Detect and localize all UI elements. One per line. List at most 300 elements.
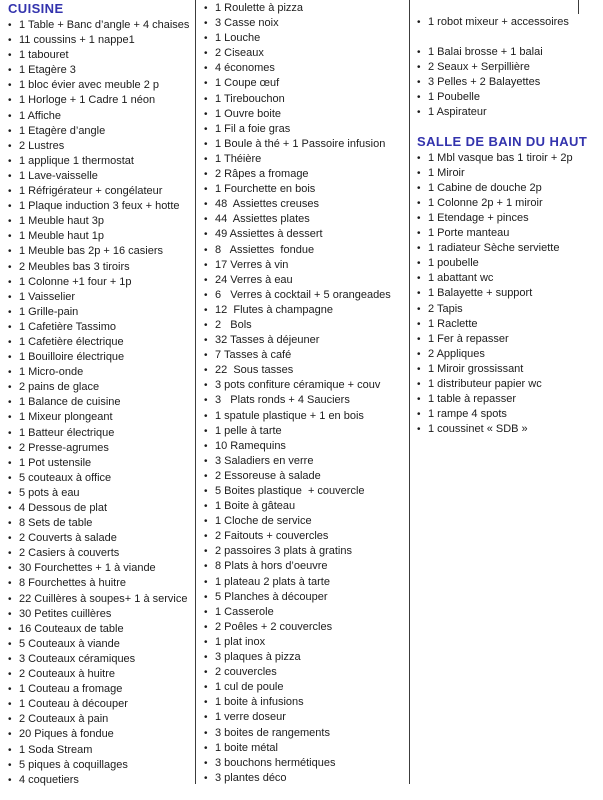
list-item-label: 1 Horloge + 1 Cadre 1 néon (19, 94, 156, 107)
bullet-icon: • (417, 409, 421, 421)
list-item (8, 290, 194, 305)
bullet-icon: • (8, 95, 12, 107)
list-item (204, 529, 406, 544)
bullet-icon: • (204, 636, 208, 648)
list-item-label: 2 Tapis (428, 302, 463, 315)
list-item (8, 109, 194, 124)
list-item-label: 6 Verres à cocktail + 5 orangeades (215, 288, 391, 301)
inventory-column-2 (204, 1, 406, 786)
list-item (204, 575, 406, 590)
list-item-label: 1 Colonne +1 four + 1p (19, 275, 132, 288)
bullet-icon: • (204, 470, 208, 482)
list-item-label: 3 boites de rangements (215, 726, 330, 739)
list-item (8, 260, 194, 275)
list-item-label: 1 Batteur électrique (19, 426, 115, 439)
list-item (417, 271, 599, 286)
bullet-icon: • (204, 244, 208, 256)
list-item-label: 1 Balai brosse + 1 balai (428, 46, 543, 59)
list-item (8, 229, 194, 244)
list-item-label: 1 Pot ustensile (19, 456, 92, 469)
bullet-icon: • (8, 125, 12, 137)
list-item-label: 1 Tirebouchon (215, 92, 285, 105)
list-item-label: 1 Meuble haut 3p (19, 215, 105, 228)
bullet-icon: • (204, 531, 208, 543)
bullet-icon: • (8, 638, 12, 650)
list-item (204, 348, 406, 363)
bullet-icon: • (8, 548, 12, 560)
list-item (8, 48, 194, 63)
list-item-label: 22 Cuillères à soupes+ 1 à service (19, 592, 188, 605)
bullet-icon: • (417, 17, 421, 28)
bullet-icon: • (8, 759, 12, 771)
bullet-icon: • (8, 774, 12, 786)
list-item (8, 712, 194, 727)
bullet-icon: • (8, 246, 12, 258)
bullet-icon: • (417, 197, 421, 209)
list-item-label: 1 radiateur Sèche serviette (428, 242, 560, 255)
list-item (204, 258, 406, 273)
bullet-icon: • (8, 201, 12, 213)
list-item (417, 151, 599, 166)
list-item-label: 11 coussins + 1 nappe1 (19, 34, 135, 47)
bullet-icon: • (417, 333, 421, 345)
list-item-label: 16 Couteaux de table (19, 622, 124, 635)
list-item (417, 105, 599, 120)
list-item (417, 45, 599, 60)
bullet-icon: • (8, 65, 12, 77)
bullet-icon: • (204, 214, 208, 226)
bullet-icon: • (8, 155, 12, 167)
list-item (8, 652, 194, 667)
list-item-label: 20 Piques à fondue (19, 728, 114, 741)
bullet-icon: • (204, 289, 208, 301)
list-item-label: 44 Assiettes plates (215, 213, 310, 226)
list-item (8, 516, 194, 531)
list-item-label: 4 économes (215, 62, 275, 75)
list-item (8, 184, 194, 199)
list-item (204, 409, 406, 424)
list-item (204, 16, 406, 31)
bullet-icon: • (417, 152, 421, 164)
list-item-label: 1 Fer à repasser (428, 332, 509, 345)
list-item-label: 2 Râpes a fromage (215, 168, 309, 181)
list-item-label: 2 Couteaux à pain (19, 713, 109, 726)
list-item-label: 7 Tasses à café (215, 349, 292, 362)
list-item-label: 1 poubelle (428, 257, 479, 270)
list-item-label: 1 Etagère d’angle (19, 124, 106, 137)
bullet-icon: • (8, 563, 12, 575)
list-item-label: 1 Cloche de service (215, 515, 312, 528)
bullet-icon: • (8, 744, 12, 756)
list-item (204, 378, 406, 393)
bullet-icon: • (417, 424, 421, 436)
list-item (8, 139, 194, 154)
bullet-icon: • (204, 591, 208, 603)
list-item (204, 107, 406, 122)
bullet-icon: • (204, 682, 208, 694)
bullet-icon: • (8, 578, 12, 590)
bullet-icon: • (204, 18, 208, 30)
list-item (204, 695, 406, 710)
list-item-label: 1 Etagère 3 (19, 64, 76, 77)
list-item-label: 2 Couverts à salade (19, 532, 117, 545)
list-item-label: 1 Casserole (215, 605, 274, 618)
list-item (204, 559, 406, 574)
list-item-label: 1 abattant wc (428, 272, 494, 285)
list-item-label: 1 Bouilloire électrique (19, 351, 125, 364)
list-item-label: 3 Plats ronds + 4 Sauciers (215, 394, 350, 407)
list-item-label: 1 Roulette à pizza (215, 2, 304, 14)
bullet-icon: • (8, 669, 12, 681)
list-item (204, 273, 406, 288)
list-item (8, 93, 194, 108)
bullet-icon: • (8, 20, 12, 31)
bullet-icon: • (8, 35, 12, 47)
list-item-label: 3 Saladiers en verre (215, 454, 314, 467)
list-item-label: 2 Essoreuse à salade (215, 469, 321, 482)
list-item-label: 1 Cafetière Tassimo (19, 320, 117, 333)
list-item (204, 454, 406, 469)
bullet-icon: • (204, 93, 208, 105)
bullet-icon: • (417, 348, 421, 360)
list-item-label: 22 Sous tasses (215, 364, 294, 377)
list-item (8, 531, 194, 546)
list-item (8, 471, 194, 486)
bullet-icon: • (8, 306, 12, 318)
list-item-label: 1 plat inox (215, 635, 266, 648)
bullet-icon: • (204, 727, 208, 739)
list-item-label: 1 Réfrigérateur + congélateur (19, 185, 163, 198)
bullet-icon: • (8, 170, 12, 182)
list-item (204, 439, 406, 454)
bullet-icon: • (204, 486, 208, 497)
list-item (204, 650, 406, 665)
list-item (417, 362, 599, 377)
bullet-icon: • (8, 714, 12, 726)
list-item (8, 124, 194, 139)
bullet-icon: • (417, 77, 421, 89)
list-item-label: 1 Fourchette en bois (215, 183, 316, 196)
list-item (417, 422, 599, 437)
bullet-icon: • (8, 533, 12, 545)
list-item (417, 15, 599, 30)
bullet-icon: • (8, 699, 12, 711)
list-item (204, 499, 406, 514)
list-item-label: 1 Raclette (428, 317, 478, 330)
list-item-label: 1 Vaisselier (19, 290, 76, 303)
list-item-label: 1 Cabine de douche 2p (428, 181, 542, 194)
bullet-icon: • (8, 110, 12, 122)
list-item (8, 244, 194, 259)
list-item-label: 1 Boite à gâteau (215, 500, 296, 513)
list-item (417, 317, 599, 332)
list-item (417, 60, 599, 75)
list-item-label: 2 Lustres (19, 139, 65, 152)
list-item (204, 303, 406, 318)
list-item-label: 5 Planches à découper (215, 590, 328, 603)
list-item-label: 2 Casiers à couverts (19, 547, 120, 560)
bullet-icon: • (204, 3, 208, 14)
list-item-label: 5 pots à eau (19, 486, 80, 499)
inventory-column-3 (417, 15, 599, 437)
list-item-label: 4 coquetiers (19, 773, 79, 786)
bullet-icon: • (8, 518, 12, 530)
list-item (417, 226, 599, 241)
bullet-icon: • (8, 261, 12, 273)
bullet-icon: • (204, 169, 208, 181)
list-item-label: 1 Ouvre boite (215, 107, 282, 120)
list-item-label: 3 Pelles + 2 Balayettes (428, 76, 541, 89)
list-item-label: 30 Petites cuillères (19, 607, 112, 620)
list-item (417, 90, 599, 105)
bullet-icon: • (204, 229, 208, 241)
list-item-label: 5 Couteaux à viande (19, 637, 120, 650)
list-item (417, 211, 599, 226)
bullet-icon: • (417, 47, 421, 59)
list-item-label: 1 Meuble haut 1p (19, 230, 105, 243)
bullet-icon: • (204, 350, 208, 362)
bullet-icon: • (204, 742, 208, 754)
list-item-label: 1 cul de poule (215, 681, 284, 694)
list-item-label: 1 Grille-pain (19, 305, 79, 318)
list-item-label: 1 bloc évier avec meuble 2 p (19, 79, 160, 92)
list-item-label: 1 Coupe œuf (215, 77, 280, 90)
bullet-icon: • (417, 243, 421, 255)
list-item-label: 8 Assiettes fondue (215, 243, 315, 256)
bullet-icon: • (8, 397, 12, 409)
bullet-icon: • (417, 394, 421, 406)
bullet-icon: • (204, 667, 208, 679)
list-item-label: 3 bouchons hermétiques (215, 756, 336, 769)
bullet-icon: • (204, 712, 208, 724)
list-item (8, 33, 194, 48)
list-item-label: 1 Cafetière électrique (19, 335, 124, 348)
list-item (204, 197, 406, 212)
list-item (417, 302, 599, 317)
bullet-icon: • (204, 63, 208, 75)
bullet-icon: • (204, 652, 208, 664)
list-item (417, 75, 599, 90)
list-item (204, 756, 406, 771)
list-item-label: 1 Fil a foie gras (215, 122, 291, 135)
bullet-icon: • (8, 729, 12, 741)
bullet-icon: • (417, 288, 421, 300)
list-item (204, 137, 406, 152)
list-item-label: 1 Mbl vasque bas 1 tiroir + 2p (428, 151, 573, 164)
list-item-label: 5 piques à coquillages (19, 758, 128, 771)
bullet-icon: • (204, 123, 208, 135)
list-item-label: 1 Meuble bas 2p + 16 casiers (19, 245, 164, 258)
list-item-label: 1 Mixeur plongeant (19, 411, 113, 424)
bullet-icon: • (204, 184, 208, 196)
bullet-icon: • (8, 291, 12, 303)
bullet-icon: • (204, 516, 208, 528)
list-item-label: 2 Ciseaux (215, 47, 264, 60)
list-item-label: 2 passoires 3 plats à gratins (215, 545, 352, 558)
list-item-label: 2 Faitouts + couvercles (215, 530, 329, 543)
list-item (8, 335, 194, 350)
list-item (8, 410, 194, 425)
bullet-icon: • (8, 382, 12, 394)
bullet-icon: • (8, 276, 12, 288)
list-item (8, 350, 194, 365)
list-item (8, 214, 194, 229)
list-item-label: 1 applique 1 thermostat (19, 154, 134, 167)
list-item (8, 199, 194, 214)
list-item (204, 152, 406, 167)
list-item-label: 1 table à repasser (428, 393, 517, 406)
list-item (8, 576, 194, 591)
bullet-icon: • (204, 576, 208, 588)
list-item (8, 622, 194, 637)
list-item-label: 17 Verres à vin (215, 258, 289, 271)
list-item (417, 166, 599, 181)
bullet-icon: • (204, 274, 208, 286)
column-divider-1 (195, 0, 196, 784)
bullet-icon: • (8, 684, 12, 696)
bullet-icon: • (8, 412, 12, 424)
list-item (417, 181, 599, 196)
bullet-icon: • (8, 503, 12, 514)
list-item-label: 12 Flutes à champagne (215, 303, 334, 316)
list-item (417, 241, 599, 256)
bullet-icon: • (8, 321, 12, 333)
list-item (8, 365, 194, 380)
bullet-icon: • (8, 487, 12, 499)
list-item-label: 1 Miroir grossissant (428, 362, 524, 375)
bullet-icon: • (417, 62, 421, 74)
column-divider-fragment (578, 0, 579, 14)
list-item-label: 1 boite métal (215, 741, 278, 754)
list-item (204, 620, 406, 635)
list-item (8, 456, 194, 471)
bullet-icon: • (8, 231, 12, 243)
list-item-label: 1 boite à infusions (215, 696, 304, 709)
list-item-label: 2 couvercles (215, 666, 277, 679)
list-item (8, 743, 194, 758)
blank-line (417, 30, 599, 45)
list-item (417, 347, 599, 362)
list-item (204, 212, 406, 227)
list-item-label: 8 Fourchettes à huitre (19, 577, 127, 590)
bullet-icon: • (204, 606, 208, 618)
bullet-icon: • (8, 336, 12, 348)
list-item-label: 1 Colonne 2p + 1 miroir (428, 196, 543, 209)
list-item-label: 10 Ramequins (215, 439, 286, 452)
list-item (204, 167, 406, 182)
bullet-icon: • (417, 92, 421, 104)
bullet-icon: • (204, 199, 208, 211)
list-item-label: 1 Etendage + pinces (428, 211, 529, 224)
list-item-label: 3 Couteaux céramiques (19, 652, 136, 665)
list-item-label: 24 Verres à eau (215, 273, 293, 286)
list-item-label: 8 Plats à hors d’oeuvre (215, 560, 328, 573)
list-item-label: 30 Fourchettes + 1 à viande (19, 562, 156, 575)
list-item-label: 1 Micro-onde (19, 366, 84, 379)
list-item (8, 697, 194, 712)
list-item (204, 76, 406, 91)
bullet-icon: • (417, 167, 421, 179)
list-item-label: 1 Boule à thé + 1 Passoire infusion (215, 137, 386, 150)
list-item (204, 665, 406, 680)
bullet-icon: • (8, 593, 12, 605)
bullet-icon: • (204, 138, 208, 150)
list-item (204, 92, 406, 107)
list-item (204, 363, 406, 378)
list-item (417, 407, 599, 422)
list-item (8, 607, 194, 622)
list-item-label: 1 Lave-vaisselle (19, 169, 98, 182)
bullet-icon: • (8, 352, 12, 364)
list-item (8, 546, 194, 561)
list-item-label: 49 Assiettes à dessert (215, 228, 323, 241)
bullet-icon: • (204, 697, 208, 709)
list-item (204, 1, 406, 16)
list-item (204, 31, 406, 46)
list-item (204, 605, 406, 620)
bullet-icon: • (204, 380, 208, 392)
bullet-icon: • (417, 273, 421, 285)
bullet-icon: • (204, 501, 208, 513)
list-item (204, 680, 406, 695)
list-item (8, 18, 194, 33)
list-item-label: 8 Sets de table (19, 517, 93, 530)
bullet-icon: • (204, 319, 208, 331)
bullet-icon: • (204, 440, 208, 452)
bullet-icon: • (417, 378, 421, 390)
list-item-label: 1 Couteau a fromage (19, 683, 123, 696)
list-item (8, 667, 194, 682)
list-item-label: 1 Soda Stream (19, 743, 93, 756)
bullet-icon: • (8, 216, 12, 228)
list-item-label: 1 Théière (215, 152, 262, 165)
bullet-icon: • (8, 367, 12, 379)
section-heading-cuisine: CUISINE (8, 1, 64, 16)
inventory-column-1 (8, 2, 194, 788)
bullet-icon: • (8, 442, 12, 454)
bullet-icon: • (204, 365, 208, 377)
list-item-label: 1 robot mixeur + accessoires (428, 16, 569, 28)
list-item (8, 63, 194, 78)
bullet-icon: • (204, 259, 208, 271)
list-item (8, 773, 194, 788)
bullet-icon: • (204, 33, 208, 45)
list-item-label: 2 pains de glace (19, 381, 100, 394)
list-item-label: 2 Poêles + 2 couvercles (215, 620, 333, 633)
list-item-label: 1 verre doseur (215, 711, 286, 724)
list-item (204, 544, 406, 559)
bullet-icon: • (204, 410, 208, 422)
list-item (417, 392, 599, 407)
list-item-label: 1 Aspirateur (428, 106, 487, 119)
bullet-icon: • (204, 757, 208, 769)
list-item (417, 377, 599, 392)
bullet-icon: • (204, 455, 208, 467)
list-item-label: 1 Louche (215, 32, 261, 45)
bullet-icon: • (204, 546, 208, 558)
list-item-label: 2 Appliques (428, 347, 485, 360)
list-item-label: 2 Presse-agrumes (19, 441, 109, 454)
list-item (8, 275, 194, 290)
list-item (204, 484, 406, 499)
bullet-icon: • (8, 653, 12, 665)
bullet-icon: • (204, 78, 208, 90)
bullet-icon: • (8, 50, 12, 62)
list-item (8, 561, 194, 576)
list-item-label: 3 Casse noix (215, 17, 279, 30)
list-item (8, 501, 194, 516)
list-item-label: 3 plantes déco (215, 771, 287, 784)
